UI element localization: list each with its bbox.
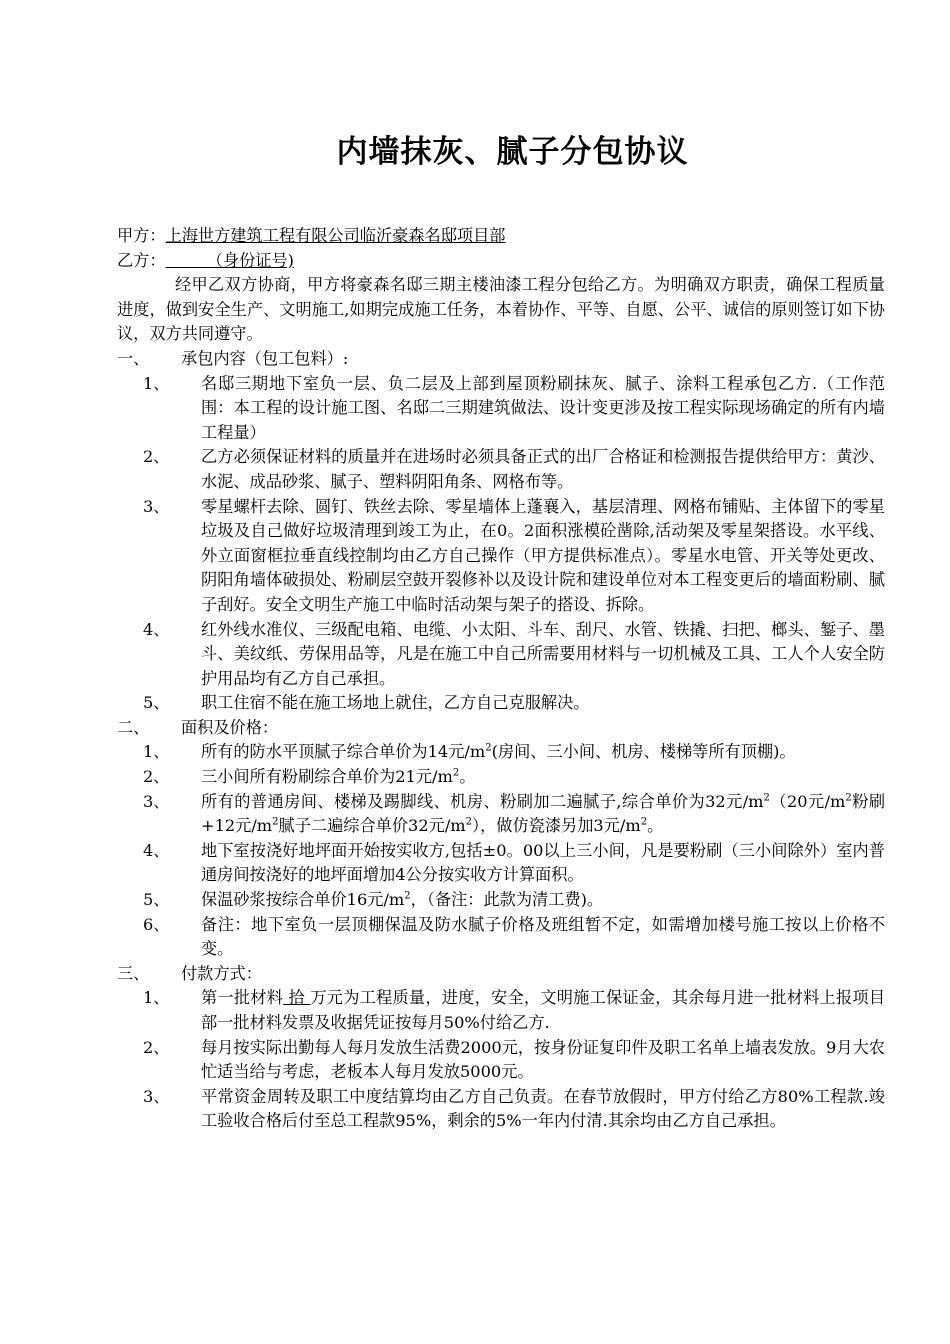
clause-text: 第一批材料 拾 万元为工程质量，进度，安全，文明施工保证金，其余每月进一批材料上报项目部一批材料发票及收据凭证按每月50%付给乙方. (201, 988, 886, 1032)
sections-container (117, 347, 885, 1134)
amount-blank: 拾 (283, 988, 311, 1008)
clause-number: 2、 (143, 767, 170, 787)
clause-item (143, 618, 885, 692)
clause-text: 三小间所有粉刷综合单价为21元$/m^2$。 (201, 767, 476, 787)
clause-item (143, 839, 885, 888)
clause-item (143, 691, 885, 716)
intro-paragraph: 经甲乙双方协商，甲方将豪森名邸三期主楼油漆工程分包给乙方。为明确双方职责，确保工程质量进度，做到安全生产、文明施工,如期完成施工任务，本着协作、平等、自愿、公平、诚信的原则签订如下协议，双方共同遵守。 (117, 275, 885, 344)
clause-number: 1、 (143, 742, 170, 762)
clause-item (143, 986, 885, 1035)
party-a-line (117, 224, 885, 249)
clause-number: 5、 (143, 890, 170, 910)
clause-text: 平常资金周转及职工中度结算均由乙方自己负责。在春节放假时，甲方付给乙方80%工程款.竣工验收合格后付至总工程款95%，剩余的5%一年内付清.其余均由乙方自己承担。 (201, 1086, 885, 1131)
party-b-line (117, 249, 885, 274)
clause-number: 2、 (143, 447, 170, 467)
section-heading (117, 716, 885, 741)
clause-number: 3、 (143, 1086, 170, 1106)
clause-item (143, 372, 885, 446)
document-title: 内墙抹灰、腻子分包协议 (336, 134, 689, 170)
clause-text: 每月按实际出勤每人每月发放生活费2000元，按身份证复印件及职工名单上墙表发放。9月大农忙适当给与考虑，老板本人每月发放5000元。 (201, 1037, 885, 1082)
clause-text: 所有的防水平顶腻子综合单价为14元$/m^2$(房间、三小间、机房、楼梯等所有顶棚)。 (201, 742, 796, 762)
clause-number: 2、 (143, 1037, 170, 1057)
clause-item (143, 765, 885, 790)
clause-text: 职工住宿不能在施工场地上就住，乙方自己克服解决。 (201, 693, 590, 713)
clause-text: 所有的普通房间、楼梯及踢脚线、机房、粉刷加二遍腻子,综合单价为32元$/m^2(20$元$/m^2$粉刷+12元$/m^2$腻子二遍综合单价32元$/m^2$），做仿瓷漆另加3元$/m^2$。 (201, 791, 886, 836)
clause-text: 名邸三期地下室负一层、负二层及上部到屋顶粉刷抹灰、腻子、涂料工程承包乙方.（工作范围：本工程的设计施工图、名邸二三期建筑做法、设计变更涉及按工程实际现场确定的所有内墙工程量） (201, 373, 885, 442)
section-number: 三、 (117, 963, 150, 983)
party-a-label: 甲方： (117, 226, 166, 245)
section-title: 承包内容（包工包料）: (181, 348, 349, 368)
section-number: 一、 (117, 348, 150, 368)
clause-number: 5、 (143, 693, 170, 713)
document-body (117, 224, 885, 1134)
clause-item (143, 888, 885, 913)
clause-item (143, 445, 885, 494)
clause-item (143, 740, 885, 765)
clause-number: 4、 (143, 619, 170, 639)
section-title: 面积及价格： (181, 717, 279, 737)
clause-item (143, 1085, 885, 1134)
clause-item (143, 790, 885, 839)
clause-text: 保温砂浆按综合单价16元$/m^2$，（备注：此款为清工费)。 (201, 890, 604, 910)
clause-number: 6、 (143, 914, 170, 934)
party-a-value: 上海世方建筑工程有限公司临沂豪森名邸项目部 (165, 226, 506, 245)
clause-text: 乙方必须保证材料的质量并在进场时必须具备正式的出厂合格证和检测报告提供给甲方：黄沙、水泥、成品砂浆、腻子、塑料阴阳角条、网格布等。 (201, 447, 885, 491)
clause-number: 4、 (143, 840, 170, 860)
clause-number: 1、 (143, 373, 170, 393)
clause-number: 3、 (143, 791, 170, 811)
section-title: 付款方式： (181, 963, 262, 983)
clause-item (143, 1036, 885, 1085)
clause-text: 备注：地下室负一层顶棚保温及防水腻子价格及班组暂不定，如需增加楼号施工按以上价格不变。 (201, 914, 885, 959)
party-b-blank (166, 251, 207, 270)
clause-text: 红外线水准仪、三级配电箱、电缆、小太阳、斗车、刮尺、水管、铁撬、扫把、榔头、錾子、墨斗、美纹纸、劳保用品等，凡是在施工中自己所需要用材料与一切机械及工具、工人个人安全防护用品均有乙方自己承担。 (201, 619, 885, 688)
section-heading (117, 347, 885, 372)
clause-text: 零星螺杆去除、圆钉、铁丝去除、零星墙体上蓬襄入，基层清理、网格布铺贴、主体留下的零星垃圾及自己做好垃圾清理到竣工为止，在0。2面积涨模砼凿除,活动架及零星架搭设。水平线、外立面窗框拉垂直线控制均由乙方自己操作（甲方提供标准点）。零星水电管、开关等处更改、阴阳角墙体破损处、粉刷层空鼓开裂修补以及设计院和建设单位对本工程变更后的墙面粉刷、腻子刮好。安全文明生产施工中临时活动架与架子的搭设、拆除。 (201, 496, 885, 614)
party-b-value: （身份证号) (206, 250, 294, 270)
clause-item (143, 495, 885, 618)
clause-text: 地下室按浇好地坪面开始按实收方,包括±0。00以上三小间，凡是要粉刷（三小间除外）室内普通房间按浇好的地坪面增加4公分按实收方计算面积。 (201, 840, 885, 885)
section-heading (117, 962, 885, 987)
clause-number: 3、 (143, 496, 170, 516)
party-b-label: 乙方： (117, 250, 166, 270)
section-number: 二、 (117, 717, 150, 737)
clause-number: 1、 (143, 988, 170, 1008)
clause-item (143, 913, 885, 962)
